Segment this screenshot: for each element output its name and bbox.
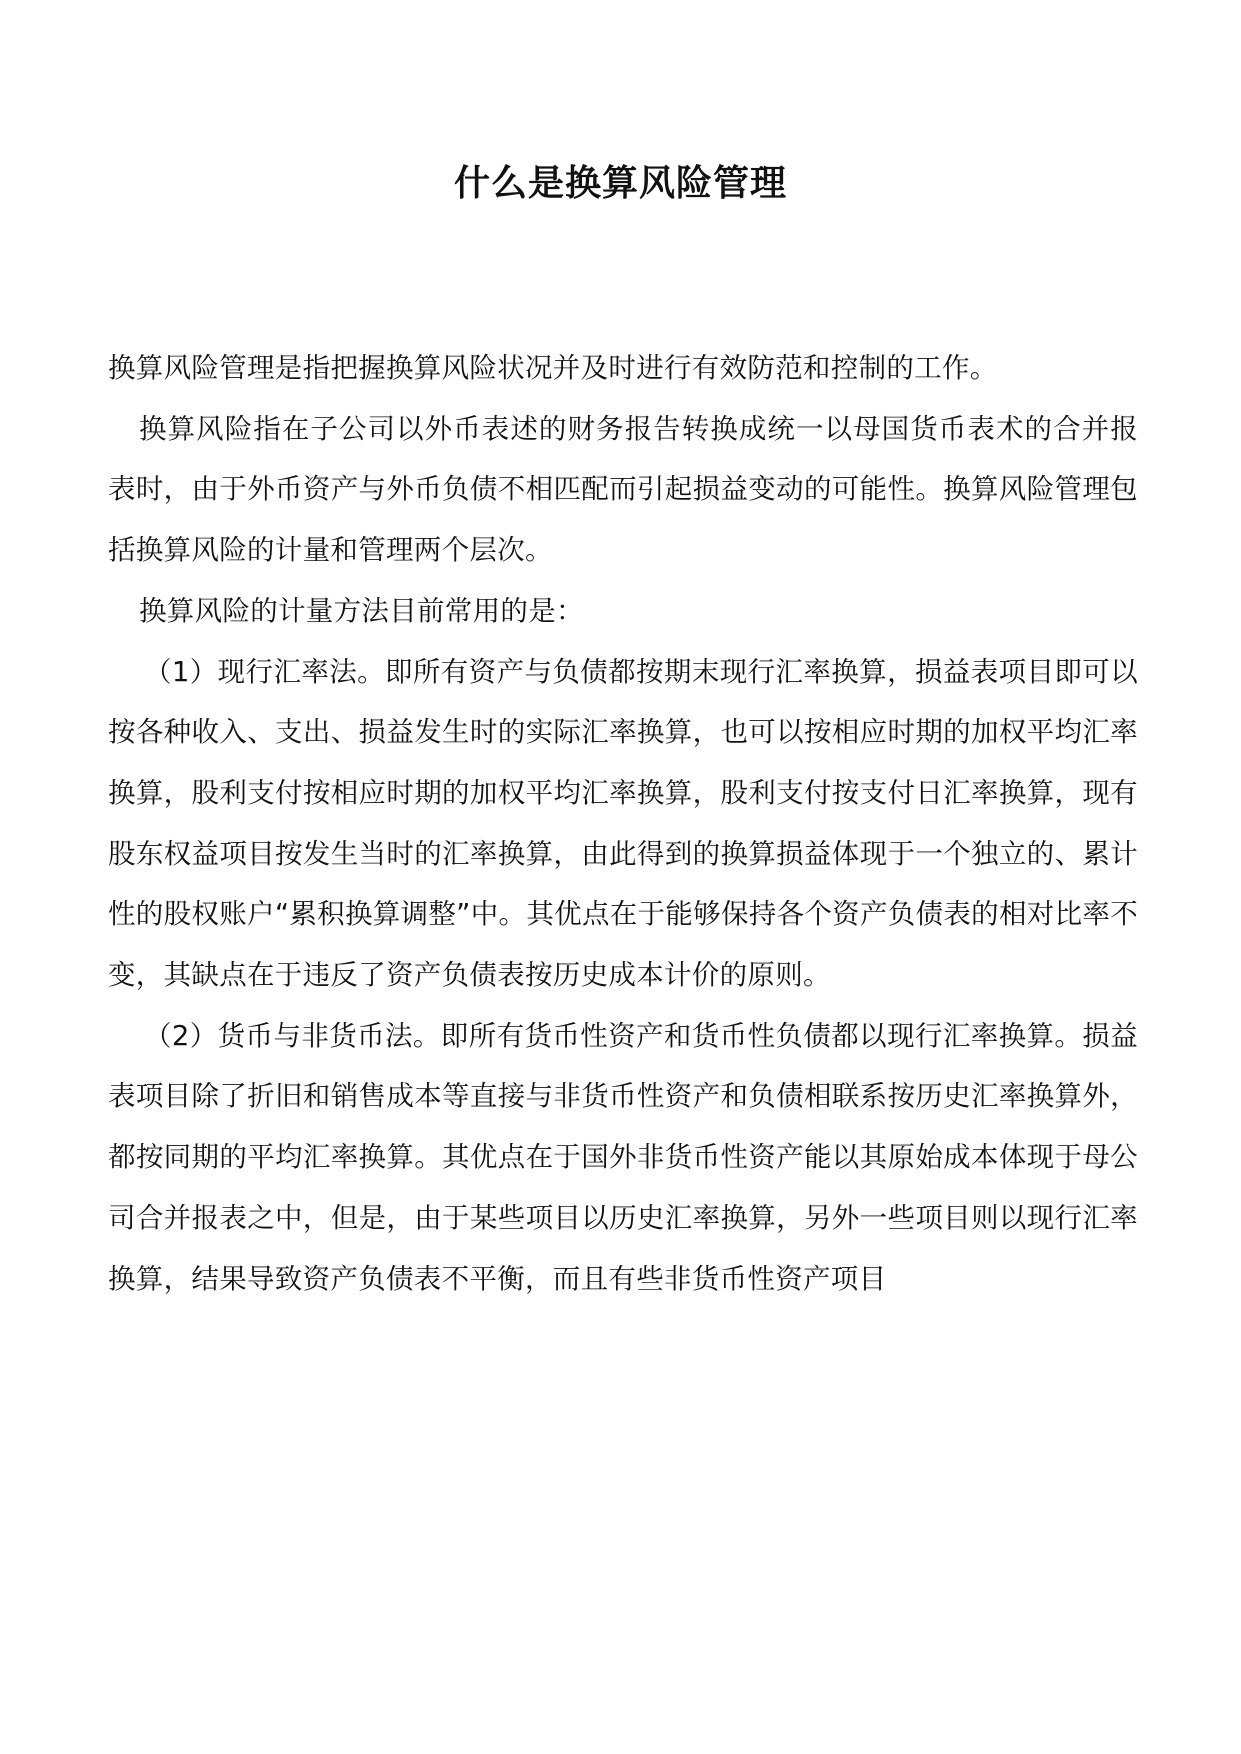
paragraph-measurement-intro: 换算风险的计量方法目前常用的是： <box>139 594 584 627</box>
paragraph-definition: 换算风险管理是指把握换算风险状况并及时进行有效防范和控制的工作。 <box>108 352 998 384</box>
paragraph-translation-risk: 换算风险指在子公司以外币表述的财务报告转换成统一以母国货币表术的合并报表时，由于外币资产与外币负债不相匹配而引起损益变动的可能性。换算风险管理包括换算风险的计量和管理两个层次。 <box>108 412 1138 567</box>
paragraph-monetary-method: （2）货币与非货币法。即所有货币性资产和货币性负债都以现行汇率换算。损益表项目除了折旧和销售成本等直接与非货币性资产和负债相联系按历史汇率换算外，都按同期的平均汇率换算。其优点在于国外非货币性资产能以其原始成本体现于母公司合并报表之中，但是，由于某些项目以历史汇率换算，另外一些项目则以现行汇率换算，结果导致资产负债表不平衡，而且有些非货币性资产项目 <box>108 1019 1138 1295</box>
paragraph-current-rate-method: （1）现行汇率法。即所有资产与负债都按期末现行汇率换算，损益表项目即可以按各种收入、支出、损益发生时的实际汇率换算，也可以按相应时期的加权平均汇率换算，股利支付按相应时期的加权平均汇率换算，股利支付按支付日汇率换算，现有股东权益项目按发生当时的汇率换算，由此得到的换算损益体现于一个独立的、累计性的股权账户“累积换算调整”中。其优点在于能够保持各个资产负债表的相对比率不变，其缺点在于违反了资产负债表按历史成本计价的原则。 <box>108 655 1138 992</box>
document-title: 什么是换算风险管理 <box>453 163 787 204</box>
document-body <box>108 338 1138 1309</box>
